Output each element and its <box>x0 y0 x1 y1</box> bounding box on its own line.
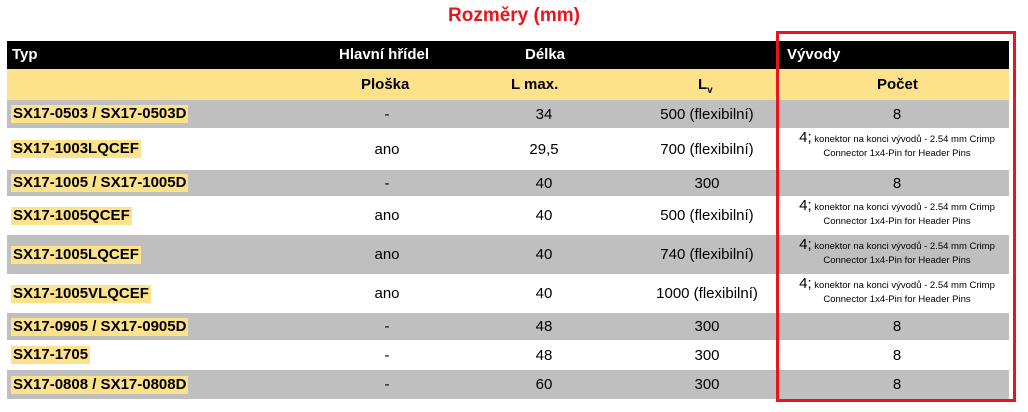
row-pocet-count: 4; <box>799 236 812 253</box>
row-lv: 740 (flexibilní) <box>660 246 754 263</box>
header-vyvody: Vývody <box>787 46 841 63</box>
row-lmax: 60 <box>535 376 553 393</box>
row-ploska: ano <box>374 285 400 302</box>
header-lmax: L max. <box>511 76 559 93</box>
row-lmax: 48 <box>535 318 553 335</box>
row-lv: 300 <box>694 318 720 335</box>
row-lmax: 40 <box>535 207 553 224</box>
row-pocet-note-b: Connector 1x4-Pin for Header Pins <box>823 255 971 266</box>
row-pocet-count: 4; <box>799 129 812 146</box>
row-ploska: ano <box>374 246 400 263</box>
row-lmax: 34 <box>535 105 553 123</box>
row-lv: 700 (flexibilní) <box>660 140 754 158</box>
row-typ: SX17-0503 / SX17-0503D <box>13 105 187 122</box>
row-lv: 500 (flexibilní) <box>660 207 754 224</box>
row-pocet-count: 4; <box>799 275 812 292</box>
header-pocet: Počet <box>877 76 918 93</box>
row-typ: SX17-1005LQCEF <box>13 245 139 263</box>
row-pocet-count: 4; <box>799 197 812 214</box>
header-lv-sub: v <box>707 85 713 96</box>
row-typ: SX17-1005 / SX17-1005D <box>13 174 187 191</box>
row-lv: 1000 (flexibilní) <box>656 285 758 302</box>
row-typ: SX17-1005QCEF <box>13 206 130 224</box>
row-lv: 300 <box>694 376 720 393</box>
row-lmax: 40 <box>535 285 553 302</box>
row-pocet-note-a: konektor na konci vývodů - 2.54 mm Crimp <box>814 134 995 145</box>
row-lmax: 29,5 <box>529 140 559 158</box>
row-pocet: 8 <box>892 105 902 123</box>
row-lmax: 40 <box>535 246 553 263</box>
highlight-frame-vyvody <box>776 31 1016 402</box>
row-pocet: 8 <box>892 376 902 393</box>
row-typ: SX17-1003LQCEF <box>13 140 139 157</box>
table-title: Rozměry (mm) <box>448 5 580 26</box>
row-pocet-note-a: konektor na konci vývodů - 2.54 mm Crimp <box>814 241 995 252</box>
header-delka: Délka <box>525 46 566 63</box>
row-ploska: ano <box>374 140 400 158</box>
header-ploska: Ploška <box>361 76 410 93</box>
row-pocet-note-a: konektor na konci vývodů - 2.54 mm Crimp <box>814 202 995 213</box>
row-ploska: - <box>384 376 390 393</box>
row-pocet: 8 <box>892 346 902 364</box>
row-typ: SX17-1705 <box>13 346 89 363</box>
row-ploska: - <box>384 174 390 192</box>
row-pocet-note-a: konektor na konci vývodů - 2.54 mm Crimp <box>814 280 995 291</box>
row-pocet: 8 <box>892 174 902 192</box>
row-lv: 300 <box>694 346 720 364</box>
row-lv: 300 <box>694 174 720 192</box>
row-typ: SX17-0905 / SX17-0905D <box>13 317 187 335</box>
row-ploska: - <box>384 318 390 335</box>
row-lv: 500 (flexibilní) <box>660 105 754 123</box>
row-pocet: 8 <box>892 318 902 335</box>
row-pocet-note-b: Connector 1x4-Pin for Header Pins <box>823 148 971 159</box>
row-typ: SX17-1005VLQCEF <box>13 284 149 302</box>
header-typ: Typ <box>12 46 38 63</box>
row-pocet-note-b: Connector 1x4-Pin for Header Pins <box>823 216 971 227</box>
row-typ: SX17-0808 / SX17-0808D <box>13 375 187 393</box>
row-pocet-note-b: Connector 1x4-Pin for Header Pins <box>823 294 971 305</box>
row-lmax: 48 <box>535 346 553 364</box>
header-lv-main: L <box>698 76 708 93</box>
header-hlavni-hridel: Hlavní hřídel <box>339 46 430 63</box>
row-ploska: - <box>384 105 390 123</box>
row-ploska: - <box>384 346 390 364</box>
row-ploska: ano <box>374 207 400 224</box>
row-lmax: 40 <box>535 174 553 192</box>
